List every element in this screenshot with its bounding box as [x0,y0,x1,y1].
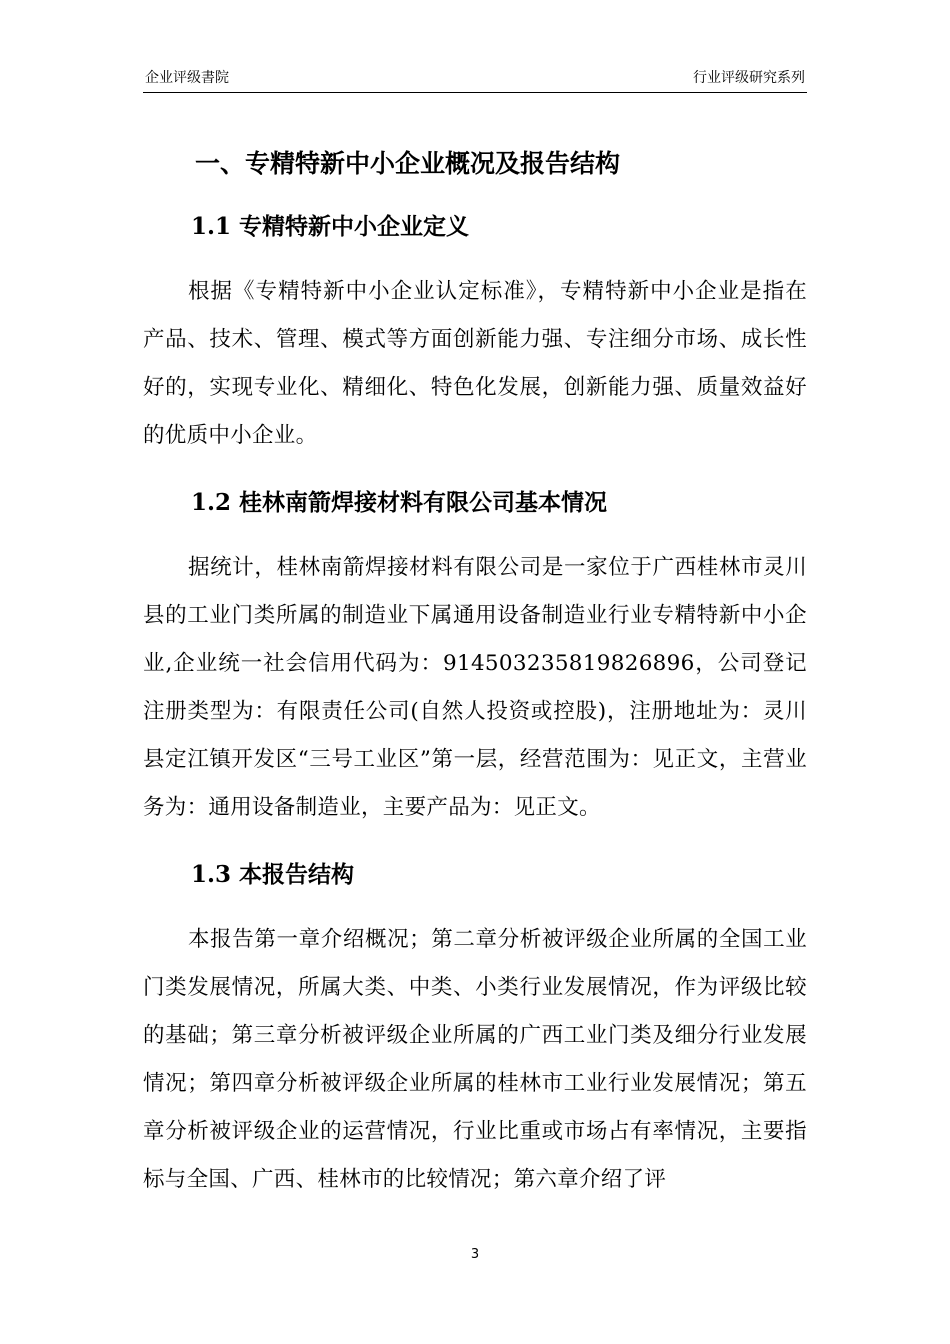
header-right-text: 行业评级研究系列 [693,70,805,86]
subsection-title-definition: 1.1 专精特新中小企业定义 [191,213,470,240]
subsection-title-report-structure: 1.3 本报告结构 [191,861,355,888]
page-header [143,68,807,93]
header-left-text: 企业评级書院 [145,70,229,86]
paragraph-company-info: 据统计，桂林南箭焊接材料有限公司是一家位于广西桂林市灵川县的工业门类所属的制造业下属通用设备制造业行业专精特新中小企业,企业统一社会信用代码为：914503235819826896，公司登记注册类型为：有限责任公司(自然人投资或控股)，注册地址为：灵川县定江镇开发区“三号工业区”第一层，经营范围为：见正文，主营业务为：通用设备制造业，主要产品为：见正文。 [143,555,807,820]
paragraph-definition: 根据《专精特新中小企业认定标准》，专精特新中小企业是指在产品、技术、管理、模式等方面创新能力强、专注细分市场、成长性好的，实现专业化、精细化、特色化发展，创新能力强、质量效益好的优质中小企业。 [143,279,807,448]
paragraph-report-structure: 本报告第一章介绍概况；第二章分析被评级企业所属的全国工业门类发展情况，所属大类、中类、小类行业发展情况，作为评级比较的基础；第三章分析被评级企业所属的广西工业门类及细分行业发展情况；第四章分析被评级企业所属的桂林市工业行业发展情况；第五章分析被评级企业的运营情况，行业比重或市场占有率情况，主要指标与全国、广西、桂林市的比较情况；第六章介绍了评 [143,927,807,1192]
section-title: 一、专精特新中小企业概况及报告结构 [195,149,621,178]
document-body [143,140,807,1204]
page-number: 3 [470,1247,480,1262]
subsection-title-company-info: 1.2 桂林南箭焊接材料有限公司基本情况 [191,489,608,516]
